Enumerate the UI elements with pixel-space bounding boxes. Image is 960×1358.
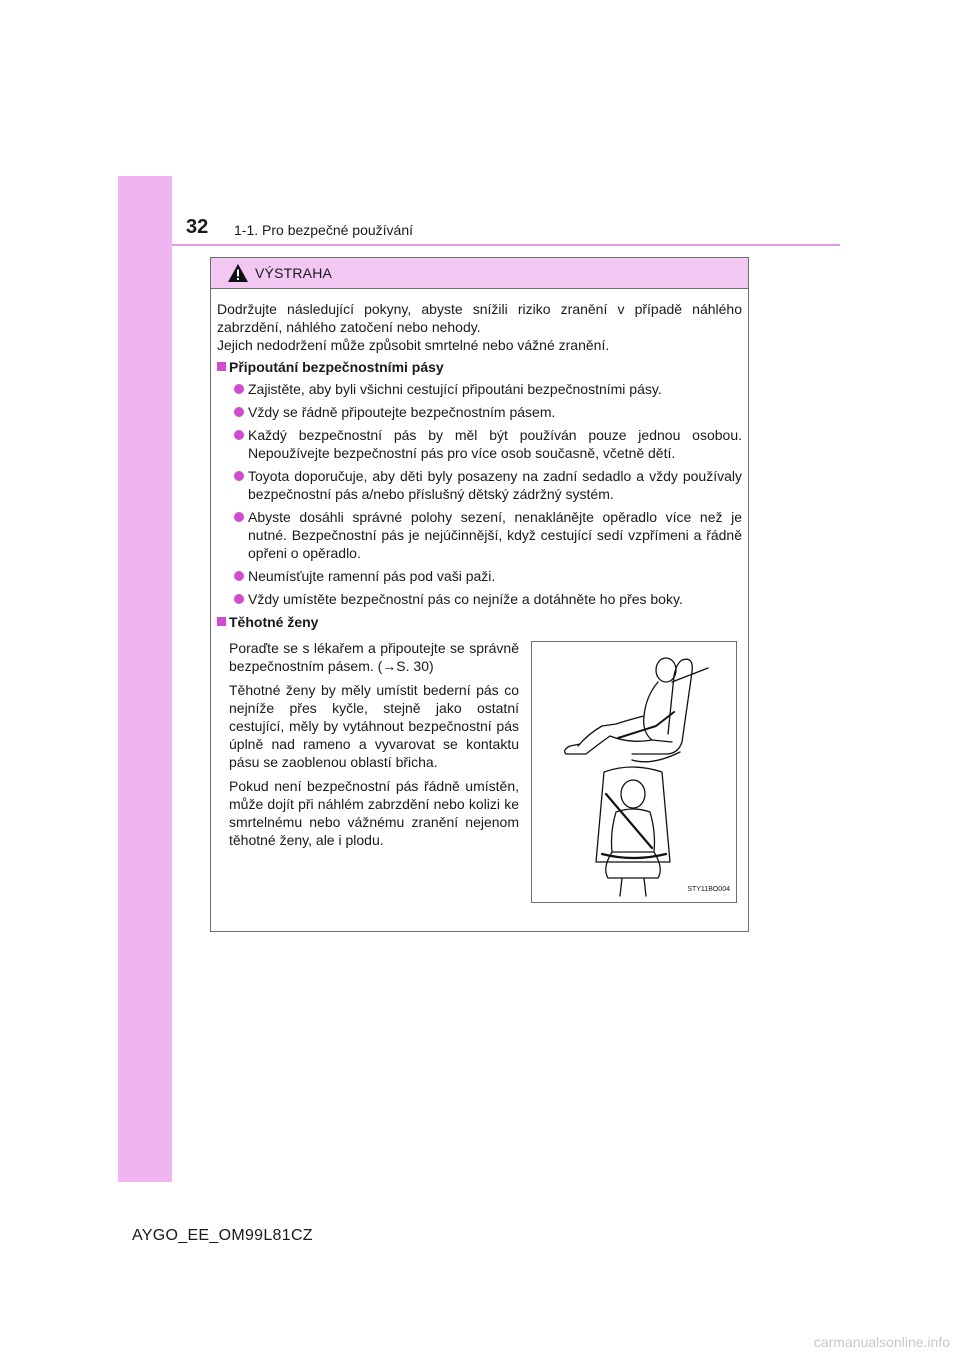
square-marker-icon <box>217 362 226 371</box>
pregnant-text <box>229 639 519 855</box>
square-marker-icon <box>217 617 226 626</box>
section-heading-seatbelts <box>217 358 742 376</box>
list-item-text: Každý bezpečnostní pás by měl být používán pouze jednou osobou. Nepoužívejte bezpečnostní pás pro více osob současně, včetně dětí. <box>248 427 742 461</box>
list-item <box>217 426 742 462</box>
intro-line: Dodržujte následující pokyny, abyste snížili riziko zranění v případě náhlého zabrzdění, náhlého zatočení nebo nehody. <box>217 301 742 335</box>
warning-body <box>211 289 748 893</box>
list-item <box>217 467 742 503</box>
warning-title: VÝSTRAHA <box>255 265 333 281</box>
seatbelt-bullet-list <box>217 380 742 608</box>
warning-intro <box>217 300 742 354</box>
warning-triangle-icon <box>227 263 249 283</box>
list-item <box>217 403 742 421</box>
bullet-dot-icon <box>234 594 244 604</box>
list-item <box>217 567 742 585</box>
list-item-text: Abyste dosáhli správné polohy sezení, nenaklánějte opěradlo více než je nutné. Bezpečnostní pás je nejúčinnější, když cestující sedí vzpřímeni a řádně opřeni o opěradlo. <box>248 509 742 561</box>
section-heading-label: Připoutání bezpečnostními pásy <box>229 359 444 375</box>
warning-header <box>211 258 748 289</box>
section-heading-label: Těhotné ženy <box>229 614 319 630</box>
header-rule <box>172 244 840 246</box>
bullet-dot-icon <box>234 471 244 481</box>
list-item-text: Vždy umístěte bezpečnostní pás co nejníže a dotáhněte ho přes boky. <box>248 591 683 607</box>
list-item-text: Neumísťujte ramenní pás pod vaši paži. <box>248 568 496 584</box>
watermark: carmanualsonline.info <box>813 1334 950 1350</box>
bullet-dot-icon <box>234 407 244 417</box>
section-heading-pregnant <box>217 613 742 631</box>
list-item <box>217 380 742 398</box>
page-number: 32 <box>186 216 209 238</box>
figure-code: STY11BO004 <box>687 886 730 893</box>
document-code: AYGO_EE_OM99L81CZ <box>132 1227 313 1244</box>
paragraph: Pokud není bezpečnostní pás řádně umístěn, může dojít při náhlém zabrzdění nebo kolizi ke smrtelnému nebo vážnému zranění nejenom těhotné ženy, ale i plodu. <box>229 778 519 848</box>
paragraph: Poraďte se s lékařem a připoutejte se správně bezpečnostním pásem. (→S. 30) <box>229 640 519 674</box>
bullet-dot-icon <box>234 571 244 581</box>
list-item <box>217 508 742 562</box>
seatbelt-illustration <box>531 641 737 903</box>
pregnant-seatbelt-illustration <box>532 642 736 902</box>
bullet-dot-icon <box>234 430 244 440</box>
side-tab <box>118 176 172 1182</box>
list-item-text: Zajistěte, aby byli všichni cestující připoutáni bezpečnostními pásy. <box>248 381 662 397</box>
list-item <box>217 590 742 608</box>
bullet-dot-icon <box>234 512 244 522</box>
bullet-dot-icon <box>234 384 244 394</box>
warning-box <box>210 257 749 932</box>
list-item-text: Toyota doporučuje, aby děti byly posazeny na zadní sedadlo a vždy používaly bezpečnostní pás a/nebo příslušný dětský zádržný systém. <box>248 468 742 502</box>
intro-line: Jejich nedodržení může způsobit smrtelné nebo vážné zranění. <box>217 337 610 353</box>
paragraph: Těhotné ženy by měly umístit bederní pás co nejníže přes kyčle, stejně jako ostatní cestující, měly by vytáhnout bezpečnostní pás úplně nad rameno a vyvarovat se kontaktu pásu se zaoblenou oblastí břicha. <box>229 682 519 770</box>
section-title: 1-1. Pro bezpečné používání <box>234 222 414 238</box>
list-item-text: Vždy se řádně připoutejte bezpečnostním pásem. <box>248 404 556 420</box>
